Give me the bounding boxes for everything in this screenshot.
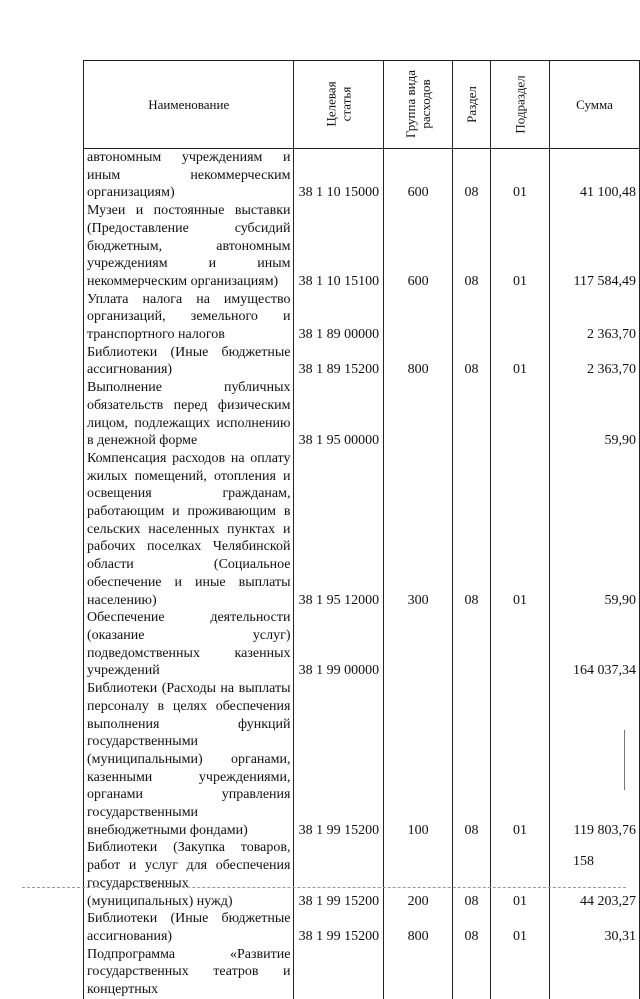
header-target-article [294, 61, 384, 149]
header-sum: Сумма [550, 61, 640, 149]
row-name-cell: Библиотеки (Расходы на выплаты персоналу в целях обеспечения выполнения функций государственными (муниципальными) органами, казенными учреждениями, органами управления государственными внебюджетными фондами) [84, 680, 294, 839]
scan-edge-mark [624, 730, 625, 790]
table-body [84, 149, 640, 999]
row-name-cell: Подпрограмма «Развитие государственных театров и концертных [84, 946, 294, 999]
row-section-cell [453, 291, 491, 344]
row-target-article-cell: 38 1 89 15200 [294, 344, 384, 379]
row-target-article-cell: 38 1 99 15200 [294, 910, 384, 945]
row-sum-cell: 59,90 [550, 379, 640, 450]
row-target-article-cell: 38 1 95 12000 [294, 450, 384, 609]
row-subsection-cell: 01 [490, 839, 549, 910]
row-section-cell: 08 [453, 149, 491, 203]
row-expense-group-cell: 800 [384, 910, 453, 945]
table-row [84, 910, 640, 945]
row-sum-cell: 2 363,70 [550, 344, 640, 379]
row-expense-group-cell: 600 [384, 202, 453, 291]
header-expense-group [384, 61, 453, 149]
header-section-text: Раздел [463, 85, 479, 123]
row-expense-group-cell: 600 [384, 149, 453, 203]
row-target-article-cell [294, 946, 384, 999]
row-section-cell [453, 379, 491, 450]
row-section-cell [453, 609, 491, 680]
row-target-article-cell: 38 1 10 15000 [294, 149, 384, 203]
row-sum-cell [550, 946, 640, 999]
row-expense-group-cell [384, 379, 453, 450]
row-subsection-cell: 01 [490, 344, 549, 379]
row-subsection-cell: 01 [490, 149, 549, 203]
row-sum-cell: 59,90 [550, 450, 640, 609]
header-expense-group-text [403, 70, 433, 138]
row-subsection-cell [490, 946, 549, 999]
table-row [84, 202, 640, 291]
row-expense-group-cell [384, 609, 453, 680]
header-group-line1: Группа вида [403, 70, 419, 138]
table-row [84, 344, 640, 379]
header-subsection [490, 61, 549, 149]
row-subsection-cell: 01 [490, 910, 549, 945]
row-section-cell: 08 [453, 910, 491, 945]
table-row [84, 946, 640, 999]
row-sum-cell: 119 803,76 [550, 680, 640, 839]
row-name-cell: автономным учреждениям и иным некоммерческим организациям) [84, 149, 294, 203]
header-subsection-text: Подраздел [512, 74, 528, 134]
header-target-line2: статья [338, 86, 354, 122]
row-target-article-cell: 38 1 99 15200 [294, 839, 384, 910]
table-row [84, 839, 640, 910]
row-sum-cell: 44 203,27 [550, 839, 640, 910]
row-target-article-cell: 38 1 89 00000 [294, 291, 384, 344]
row-subsection-cell [490, 379, 549, 450]
row-target-article-cell: 38 1 99 15200 [294, 680, 384, 839]
table-row [84, 291, 640, 344]
row-sum-cell: 164 037,34 [550, 609, 640, 680]
header-target-article-text [324, 81, 354, 126]
row-name-cell: Музеи и постоянные выставки (Предоставление субсидий бюджетным, автономным учреждениям и иным некоммерческим организациям) [84, 202, 294, 291]
row-subsection-cell [490, 291, 549, 344]
header-group-line2: расходов [418, 79, 434, 129]
row-section-cell: 08 [453, 202, 491, 291]
row-expense-group-cell [384, 291, 453, 344]
page-number: 158 [573, 854, 594, 869]
table-row [84, 149, 640, 203]
footer-rule [22, 887, 626, 888]
row-subsection-cell [490, 609, 549, 680]
row-name-cell: Уплата налога на имущество организаций, земельного и транспортного налогов [84, 291, 294, 344]
row-section-cell: 08 [453, 344, 491, 379]
row-section-cell: 08 [453, 450, 491, 609]
budget-table [83, 60, 640, 999]
row-sum-cell: 117 584,49 [550, 202, 640, 291]
row-name-cell: Библиотеки (Иные бюджетные ассигнования) [84, 910, 294, 945]
table-row [84, 379, 640, 450]
row-subsection-cell: 01 [490, 680, 549, 839]
header-target-line1: Целевая [323, 81, 339, 127]
row-name-cell: Библиотеки (Иные бюджетные ассигнования) [84, 344, 294, 379]
header-name: Наименование [84, 61, 294, 149]
row-sum-cell: 41 100,48 [550, 149, 640, 203]
row-name-cell: Обеспечение деятельности (оказание услуг) подведомственных казенных учреждений [84, 609, 294, 680]
row-section-cell: 08 [453, 839, 491, 910]
row-expense-group-cell: 200 [384, 839, 453, 910]
row-name-cell: Библиотеки (Закупка товаров, работ и услуг для обеспечения государственных (муниципальных) нужд) [84, 839, 294, 910]
row-expense-group-cell: 100 [384, 680, 453, 839]
row-target-article-cell: 38 1 99 00000 [294, 609, 384, 680]
row-target-article-cell: 38 1 10 15100 [294, 202, 384, 291]
header-row [84, 61, 640, 149]
row-section-cell: 08 [453, 680, 491, 839]
table-row [84, 609, 640, 680]
row-sum-cell: 2 363,70 [550, 291, 640, 344]
row-name-cell: Выполнение публичных обязательств перед физическим лицом, подлежащих исполнению в денежной форме [84, 379, 294, 450]
row-target-article-cell: 38 1 95 00000 [294, 379, 384, 450]
header-section [453, 61, 491, 149]
row-name-cell: Компенсация расходов на оплату жилых помещений, отопления и освещения гражданам, работающим и проживающим в сельских населенных пунктах и рабочих поселках Челябинской области (Социальное обеспечение и иные выплаты населению) [84, 450, 294, 609]
row-sum-cell: 30,31 [550, 910, 640, 945]
table-row [84, 450, 640, 609]
table-row [84, 680, 640, 839]
row-expense-group-cell: 300 [384, 450, 453, 609]
row-subsection-cell: 01 [490, 450, 549, 609]
row-section-cell [453, 946, 491, 999]
row-expense-group-cell: 800 [384, 344, 453, 379]
row-expense-group-cell [384, 946, 453, 999]
row-subsection-cell: 01 [490, 202, 549, 291]
